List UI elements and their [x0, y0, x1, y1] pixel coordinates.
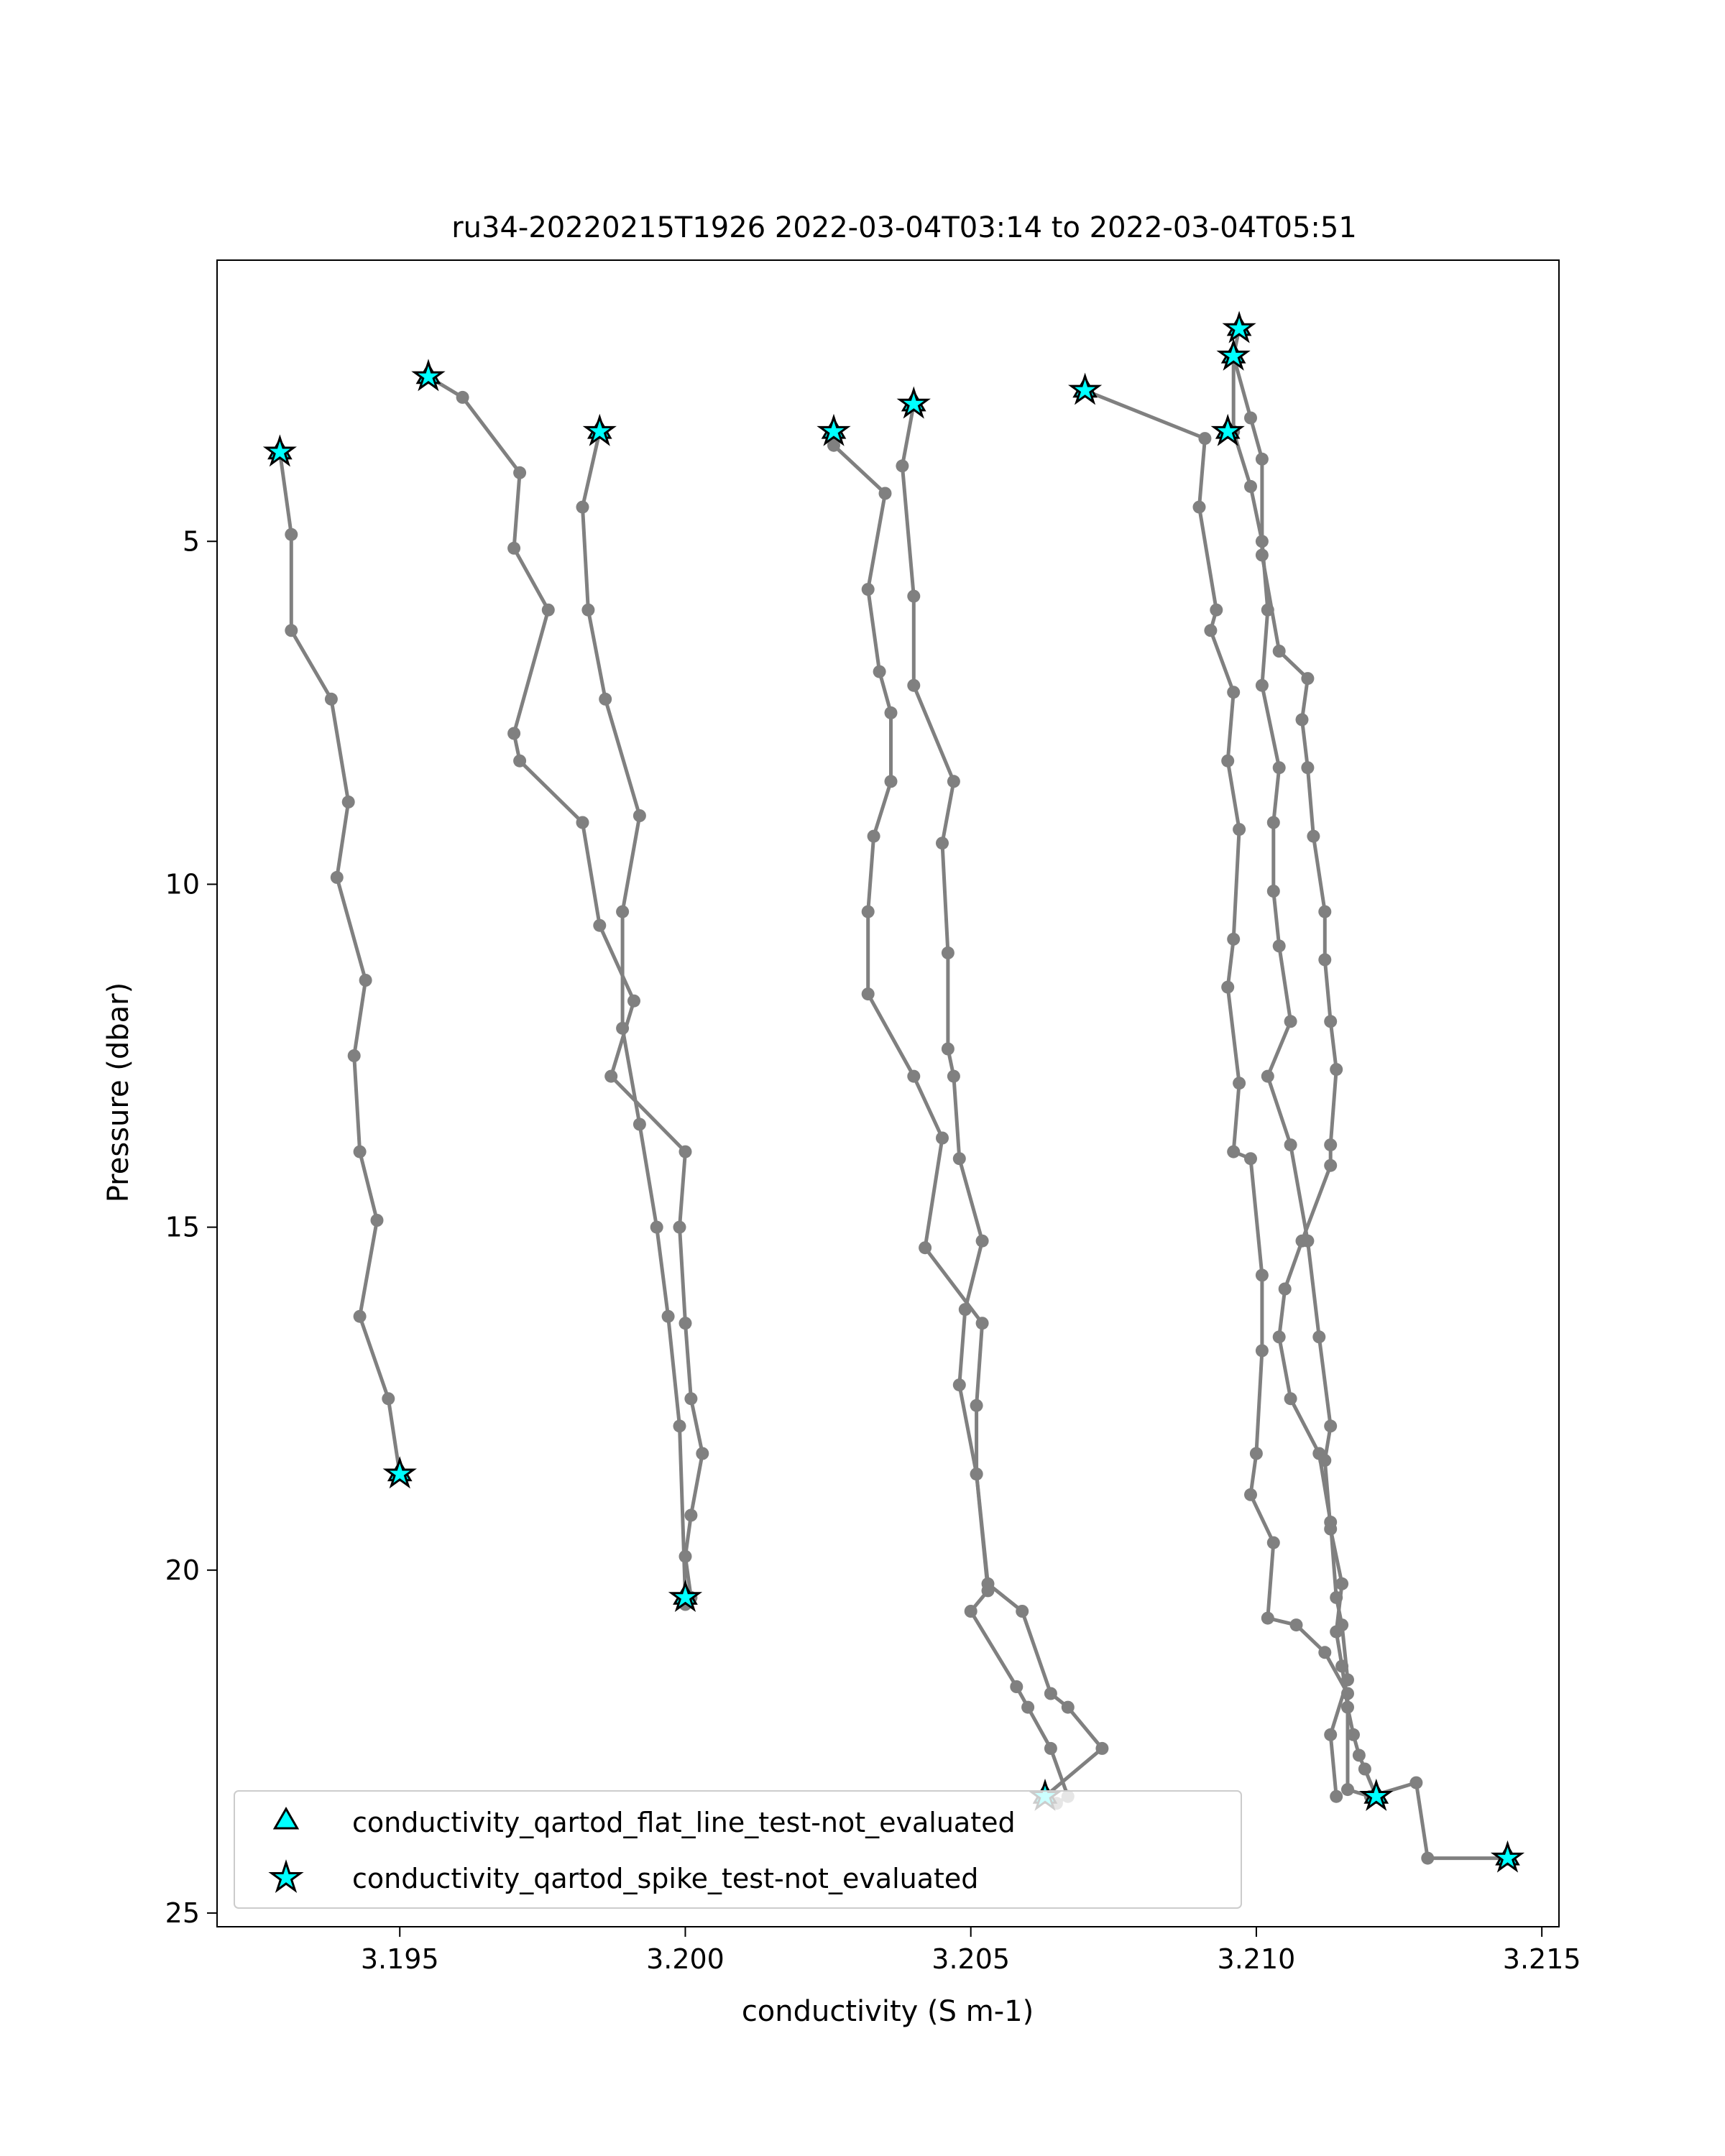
data-point	[1324, 1516, 1337, 1529]
data-point	[1244, 412, 1257, 425]
data-point	[1233, 823, 1246, 836]
data-point	[1227, 1146, 1240, 1158]
data-point	[1324, 1015, 1337, 1028]
data-point	[970, 1399, 983, 1412]
data-point	[542, 604, 555, 617]
data-point	[1318, 953, 1331, 966]
data-point	[1421, 1852, 1434, 1865]
data-point	[1233, 1077, 1246, 1089]
y-tick-label: 25	[165, 1897, 200, 1929]
data-point	[1324, 1138, 1337, 1151]
data-point	[342, 796, 355, 808]
data-point	[936, 837, 949, 849]
data-point	[862, 583, 875, 596]
data-point	[354, 1310, 367, 1323]
data-point	[1261, 1070, 1274, 1083]
data-point	[1221, 755, 1234, 768]
data-point	[593, 919, 606, 932]
data-point	[907, 1070, 920, 1083]
data-point	[576, 816, 589, 829]
y-tick-label: 10	[165, 868, 200, 900]
legend-entry[interactable]	[272, 1863, 978, 1894]
data-point	[959, 1303, 972, 1316]
data-point	[1273, 761, 1286, 774]
data-point	[936, 1132, 949, 1145]
data-point	[953, 1152, 966, 1165]
data-point	[662, 1310, 675, 1323]
data-point	[325, 693, 338, 706]
data-point	[331, 871, 344, 884]
data-point	[1324, 1159, 1337, 1172]
data-point	[456, 391, 469, 404]
data-point	[942, 1043, 954, 1056]
y-tick-label: 15	[165, 1211, 200, 1243]
data-point	[1324, 1728, 1337, 1741]
data-point	[1341, 1673, 1354, 1686]
data-point	[1335, 1618, 1348, 1631]
data-point	[1244, 1488, 1257, 1501]
data-point	[1409, 1777, 1422, 1789]
data-point	[1284, 1015, 1297, 1028]
data-point	[1273, 939, 1286, 952]
data-point	[942, 946, 954, 959]
data-point	[382, 1392, 395, 1405]
data-point	[879, 487, 892, 500]
data-point	[581, 604, 594, 617]
data-point	[1204, 624, 1217, 637]
data-point	[1256, 1344, 1269, 1357]
data-point	[1227, 686, 1240, 699]
data-point	[1341, 1701, 1354, 1714]
data-point	[1324, 1419, 1337, 1432]
data-point	[1016, 1605, 1029, 1618]
data-point	[633, 809, 646, 822]
x-tick-label: 3.215	[1502, 1943, 1581, 1975]
data-point	[599, 693, 612, 706]
x-tick-label: 3.195	[360, 1943, 439, 1975]
data-point	[1044, 1742, 1057, 1755]
data-point	[862, 906, 875, 918]
data-point	[976, 1235, 989, 1248]
data-point	[359, 974, 372, 987]
data-point	[1010, 1680, 1023, 1693]
data-point	[1244, 1152, 1257, 1165]
data-point	[1095, 1742, 1108, 1755]
data-point	[919, 1241, 932, 1254]
data-point	[1301, 672, 1314, 685]
data-point	[679, 1317, 692, 1330]
chart-title: ru34-20220215T1926 2022-03-04T03:14 to 2022-03-04T05:51	[451, 211, 1357, 244]
data-point	[1318, 906, 1331, 918]
data-point	[1261, 1612, 1274, 1625]
data-point	[513, 755, 526, 768]
data-point	[953, 1378, 966, 1391]
data-point	[1312, 1447, 1325, 1460]
data-point	[1301, 761, 1314, 774]
data-point	[1335, 1577, 1348, 1590]
data-point	[1307, 830, 1320, 843]
data-point	[1273, 1330, 1286, 1343]
data-point	[1284, 1392, 1297, 1405]
data-point	[1198, 432, 1211, 445]
data-point	[684, 1508, 697, 1521]
data-point	[1296, 713, 1309, 726]
data-point	[1347, 1728, 1360, 1741]
data-point	[947, 1070, 960, 1083]
legend[interactable]	[234, 1791, 1241, 1908]
data-point	[976, 1317, 989, 1330]
data-point	[616, 906, 629, 918]
data-point	[650, 1221, 663, 1234]
data-point	[1227, 933, 1240, 946]
data-point	[285, 528, 298, 541]
data-point	[1312, 1330, 1325, 1343]
y-axis-label: Pressure (dbar)	[102, 982, 135, 1203]
data-point	[1273, 645, 1286, 658]
data-point	[627, 995, 640, 1008]
data-point	[965, 1605, 978, 1618]
data-point	[348, 1049, 361, 1062]
data-point	[684, 1392, 697, 1405]
data-point	[1341, 1783, 1354, 1796]
data-point	[873, 665, 886, 678]
data-point	[673, 1419, 686, 1432]
data-point	[1021, 1701, 1034, 1714]
data-point	[633, 1118, 646, 1130]
data-point	[1062, 1701, 1075, 1714]
data-point	[947, 775, 960, 788]
data-point	[1353, 1749, 1366, 1761]
data-point	[885, 775, 898, 788]
plot-area	[217, 260, 1559, 1927]
data-point	[1256, 1268, 1269, 1281]
data-point	[1267, 816, 1280, 829]
data-point	[1330, 1591, 1343, 1604]
data-point	[1256, 679, 1269, 692]
data-point	[862, 987, 875, 1000]
data-point	[907, 679, 920, 692]
plot-background	[217, 260, 1559, 1927]
data-point	[907, 590, 920, 603]
x-tick-label: 3.200	[646, 1943, 724, 1975]
data-point	[576, 501, 589, 514]
data-point	[1358, 1763, 1371, 1776]
data-point	[970, 1468, 983, 1480]
y-tick-label: 20	[165, 1554, 200, 1586]
y-tick-label: 5	[182, 525, 200, 558]
data-point	[679, 1146, 692, 1158]
x-tick-label: 3.210	[1217, 1943, 1296, 1975]
data-point	[1256, 548, 1269, 561]
data-point	[285, 624, 298, 637]
x-tick-label: 3.205	[932, 1943, 1011, 1975]
data-point	[354, 1146, 367, 1158]
data-point	[1256, 453, 1269, 466]
data-point	[1210, 604, 1223, 617]
data-point	[982, 1577, 995, 1590]
data-point	[1267, 885, 1280, 898]
data-point	[1318, 1646, 1331, 1659]
data-point	[673, 1221, 686, 1234]
data-point	[513, 466, 526, 479]
legend-label: conductivity_qartod_spike_test-not_evaluated	[352, 1863, 979, 1894]
data-point	[1044, 1687, 1057, 1700]
x-axis-label: conductivity (S m-1)	[741, 1995, 1034, 2028]
data-point	[1244, 480, 1257, 493]
data-point	[896, 459, 908, 472]
data-point	[1193, 501, 1206, 514]
data-point	[1296, 1235, 1309, 1248]
legend-entry[interactable]	[275, 1807, 1015, 1838]
data-point	[868, 830, 880, 843]
data-point	[1330, 1063, 1343, 1076]
data-point	[507, 542, 520, 555]
data-point	[604, 1070, 617, 1083]
data-point	[696, 1447, 709, 1460]
data-point	[616, 1022, 629, 1035]
data-point	[371, 1214, 384, 1227]
data-point	[885, 706, 898, 719]
data-point	[1284, 1138, 1297, 1151]
data-point	[1221, 981, 1234, 994]
data-point	[1290, 1618, 1303, 1631]
legend-label: conductivity_qartod_flat_line_test-not_evaluated	[352, 1807, 1016, 1838]
data-point	[1267, 1537, 1280, 1549]
data-point	[1279, 1283, 1292, 1296]
data-point	[507, 727, 520, 740]
data-point	[1250, 1447, 1263, 1460]
data-point	[1330, 1790, 1343, 1803]
